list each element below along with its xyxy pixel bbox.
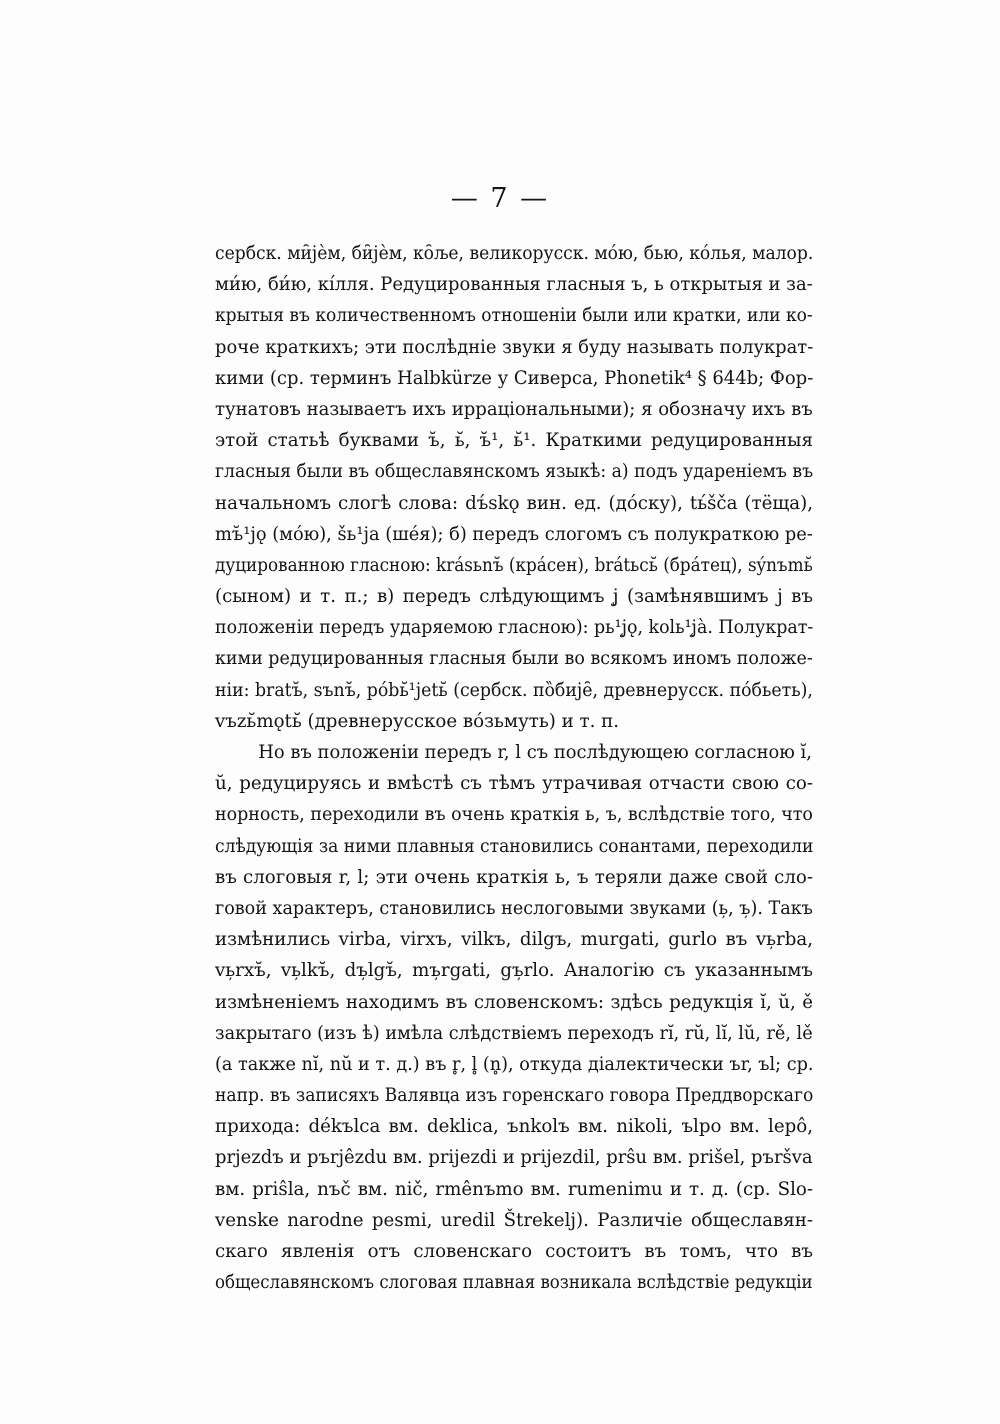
text-line: дуцированною гласною: krásьnъ̆ (кра́сен), brátьcь̆ (бра́тец), sýnъmь̆ [215, 554, 813, 576]
text-line: venske narodne pesmi, uredil Štrekelj). Различіе общеславян- [215, 1209, 813, 1231]
text-line: ніи: bratъ̆, sъnъ̆, póbь̆¹jetь̆ (сербск. по̏бије̑, древнерусск. по́бьеть), [215, 679, 813, 701]
text-line: въ слоговыя r, l; эти очень краткія ь, ъ теряли даже свой сло- [215, 866, 813, 888]
paragraph-start-line: Но въ положеніи передъ r, l съ послѣдующею согласною ĭ, [258, 742, 812, 763]
text-line: измѣненіемъ находимъ въ словенскомъ: здѣсь редукція ĭ, ŭ, ě [215, 991, 813, 1013]
text-line: прихода: dékъlca вм. deklica, ъnkolъ вм. nikoli, ъlpo вм. lepô, [215, 1116, 813, 1138]
text-line: измѣнились virba, virxъ, vilkъ, dilgъ, murgati, gurlo въ vь̦rba, [215, 929, 813, 951]
text-line: этой статьѣ буквами ъ̆, ь̆, ъ̆¹, ь̆¹. Краткими редуцированныя [215, 430, 813, 452]
text-line: сербск. ми̑јѐм, би̑јѐм, ко̑ље, великорусск. мо́ю, бью, ко́лья, малор. [215, 243, 814, 264]
text-line: vъzь̆mǫtь̆ (древнерусское во́зьмуть) и т. п. [215, 710, 620, 732]
text-line: напр. въ записяхъ Валявца изъ горенскаго говора Преддворскаго [215, 1085, 814, 1107]
text-line: положеніи передъ ударяемою гласною): pь¹ј̨ǫ, kolь¹ј̨à. Полукрат- [215, 617, 814, 639]
text-line: роче краткихъ; эти послѣдніе звуки я буду называть полукрат- [215, 336, 814, 358]
text-line: ŭ, редуцируясь и вмѣстѣ съ тѣмъ утрачивая отчасти свою со- [215, 773, 813, 795]
text-line: гласныя были въ общеславянскомъ языкѣ: а) подъ удареніемъ въ [215, 461, 814, 483]
text-line: слѣдующія за ними плавныя становились сонантами, переходили [215, 835, 814, 857]
body-text [215, 238, 813, 1298]
text-line: кими редуцированныя гласныя были во всякомъ иномъ положе- [215, 648, 813, 670]
text-line: начальномъ слогѣ слова: dъ́skǫ вин. ед. (до́ску), tь́šča (тёща), [215, 492, 813, 514]
text-line: скаго явленія отъ словенскаго состоитъ въ томъ, что въ [215, 1241, 813, 1262]
text-line: крытыя въ количественномъ отношеніи были или кратки, или ко- [215, 305, 813, 327]
text-line: ми́ю, би́ю, кíлля. Редуцированныя гласныя ъ, ь открытыя и за- [215, 274, 813, 296]
text-line: (сыном) и т. п.; в) передъ слѣдующимъ ј̨ (замѣнявшимъ ј въ [215, 586, 813, 608]
text-line: тунатовъ называетъ ихъ ирраціональными); я обозначу ихъ въ [215, 398, 813, 420]
text-line: mъ̆¹jǫ (мо́ю), šь¹ja (ше́я); б) передъ слогомъ съ полукраткою ре- [215, 523, 813, 545]
text-line: закрытаго (изъ ѣ) имѣла слѣдствіемъ переходъ rĭ, rŭ, lĭ, lŭ, rě, lě [215, 1022, 813, 1044]
text-line: говой характеръ, становились неслоговыми звуками (ь̦, ъ̦). Такъ [215, 897, 813, 919]
text-line: вм. priŝla, nъč вм. nič, rmênъmo вм. rumenimu и т. д. (ср. Slo- [215, 1178, 813, 1200]
text-line: общеславянскомъ слоговая плавная возникала вслѣдствіе редукціи [215, 1272, 813, 1294]
page-number: — 7 — [450, 183, 550, 214]
text-line: норность, переходили въ очень краткія ь, ъ, вслѣдствіе того, что [215, 804, 813, 826]
text-line: кими (ср. терминъ Halbkürze у Сиверса, Phonetik⁴ § 644b; Фор- [215, 367, 814, 389]
text-line: (а также nĭ, nŭ и т. д.) въ r̥, l̥ (n̥), откуда діалектически ъr, ъl; ср. [215, 1053, 814, 1075]
text-line: prjezdъ и ръrjêzdu вм. prijezdi и prijezdil, prŝu вм. prišel, ръršva [215, 1147, 813, 1169]
text-line: vь̦rxъ̆, vь̦lkъ̆, dъ̦lgъ̆, mъ̦rgati, gъ̦rlo. Аналогію съ указаннымъ [215, 960, 813, 982]
